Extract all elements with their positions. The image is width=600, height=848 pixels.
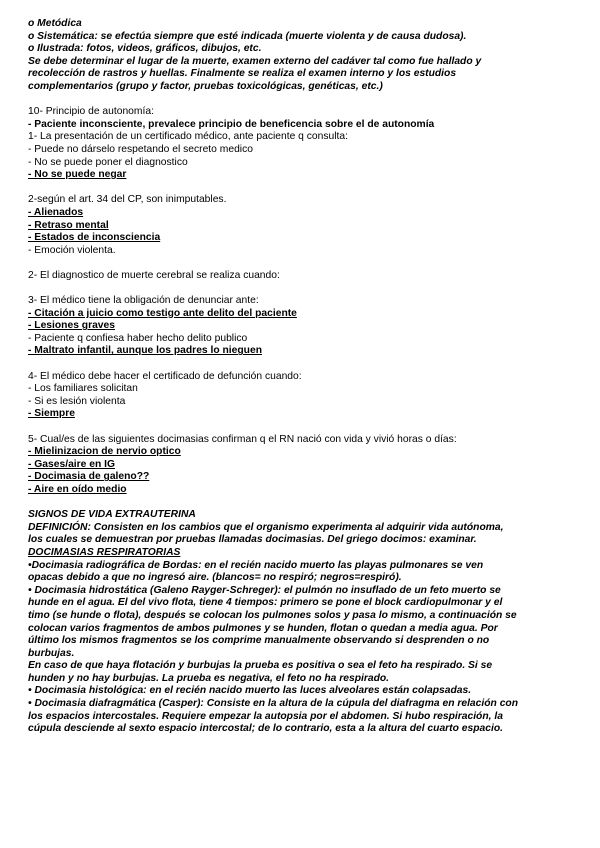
galeno-line: colocan varios fragmentos de ambos pulmones y se hunden, flotan o quedan a media agua. Por (28, 622, 498, 634)
galeno-line: • Docimasia hidrostática (Galeno Rayger-Schreger): el pulmón no insuflado de un feto muerto se (28, 584, 501, 596)
question-title: 2- El diagnostico de muerte cerebral se realiza cuando: (28, 269, 280, 281)
answer-option: - Si es lesión violenta (28, 395, 126, 407)
galeno-line: timo (se hunde o flota), después se colocan los pulmones solos y pasa lo mismo, a continuación se (28, 609, 517, 621)
histologica-line: • Docimasia histológica: en el recién nacido muerto las luces alveolares están colapsadas. (28, 685, 472, 697)
document-page (28, 18, 576, 736)
galeno-line: último los mismos fragmentos se los comprime manualmente observando si desprenden o no (28, 635, 490, 647)
bordas-line: •Docimasia radiográfica de Bordas: en el recién nacido muerto las playas pulmonares se ven (28, 559, 484, 571)
definition-line: los cuales se demuestran por pruebas llamadas docimasias. Del griego docimos: examinar. (28, 534, 477, 546)
correct-answer: - Alienados (28, 206, 84, 218)
answer-option: - Puede no dárselo respetando el secreto medico (28, 143, 253, 155)
answer-option: - Paciente inconsciente, prevalece principio de beneficencia sobre el de autonomía (28, 118, 435, 130)
intro-line: o Metódica (28, 18, 82, 29)
intro-line: o Ilustrada: fotos, videos, gráficos, dibujos, etc. (28, 43, 262, 55)
casper-line: los espacios intercostales. Requiere empezar la autopsia por el abdomen. Si hubo respiración, la (28, 710, 503, 722)
answer-option: - Los familiares solicitan (28, 383, 138, 395)
intro-line: complementarios (grupo y factor, pruebas toxicológicas, genéticas, etc.) (28, 80, 383, 92)
flotacion-line: hunden y no hay burbujas. La prueba es negativa, el feto no ha respirado. (28, 672, 390, 684)
casper-line: • Docimasia diafragmática (Casper): Consiste en la altura de la cúpula del diafragma en relación con (28, 698, 518, 710)
correct-answer: - Retraso mental (28, 219, 109, 231)
question-title: 3- El médico tiene la obligación de denunciar ante: (28, 295, 259, 307)
definition-line: DEFINICIÓN: Consisten en los cambios que el organismo experimenta al adquirir vida autónoma, (28, 521, 504, 533)
correct-answer: - Lesiones graves (28, 320, 115, 332)
answer-option: - Emoción violenta. (28, 244, 116, 256)
correct-answer: - Docimasia de galeno?? (28, 471, 150, 483)
intro-line: recolección de rastros y huellas. Finalmente se realiza el examen interno y los estudios (28, 68, 457, 80)
correct-answer: - Gases/aire en IG (28, 458, 115, 470)
bordas-line: opacas debido a que no ingresó aire. (blancos= no respiró; negros=respiró). (28, 572, 402, 584)
answer-option: - Paciente q confiesa haber hecho delito publico (28, 332, 248, 344)
question-title: 5- Cual/es de las siguientes docimasias confirman q el RN nació con vida y vivió horas o días: (28, 433, 457, 445)
section-heading: SIGNOS DE VIDA EXTRAUTERINA (28, 509, 196, 521)
question-title: 4- El médico debe hacer el certificado de defunción cuando: (28, 370, 302, 382)
correct-answer: - Mielinizacion de nervio optico (28, 446, 181, 458)
intro-line: Se debe determinar el lugar de la muerte, examen externo del cadáver tal como fue hallado y (28, 55, 482, 67)
question-title: 10- Principio de autonomía: (28, 106, 154, 118)
correct-answer: - No se puede negar (28, 169, 127, 181)
correct-answer: - Aire en oído medio (28, 483, 127, 495)
correct-answer: - Estados de inconsciencia (28, 232, 161, 244)
question-title: 1- La presentación de un certificado médico, ante paciente q consulta: (28, 131, 348, 143)
galeno-line: burbujas. (28, 647, 75, 659)
question-title: 2-según el art. 34 del CP, son inimputables. (28, 194, 227, 206)
correct-answer: - Maltrato infantil, aunque los padres lo nieguen (28, 345, 262, 357)
intro-line: o Sistemática: se efectúa siempre que esté indicada (muerte violenta y de causa dudosa). (28, 30, 467, 42)
casper-line: cúpula desciende al sexto espacio intercostal; de lo contrario, esta a la altura del cuarto espacio. (28, 723, 503, 735)
correct-answer: - Siempre (28, 408, 75, 420)
flotacion-line: En caso de que haya flotación y burbujas la prueba es positiva o sea el feto ha respirado. Si se (28, 660, 493, 672)
correct-answer: - Citación a juicio como testigo ante delito del paciente (28, 307, 297, 319)
section-subheading: DOCIMASIAS RESPIRATORIAS (28, 546, 181, 558)
galeno-line: hunde en el agua. El del vivo flota, tiene 4 tiempos: primero se pone el block cardiopulmonar y el (28, 597, 503, 609)
answer-option: - No se puede poner el diagnostico (28, 156, 188, 168)
